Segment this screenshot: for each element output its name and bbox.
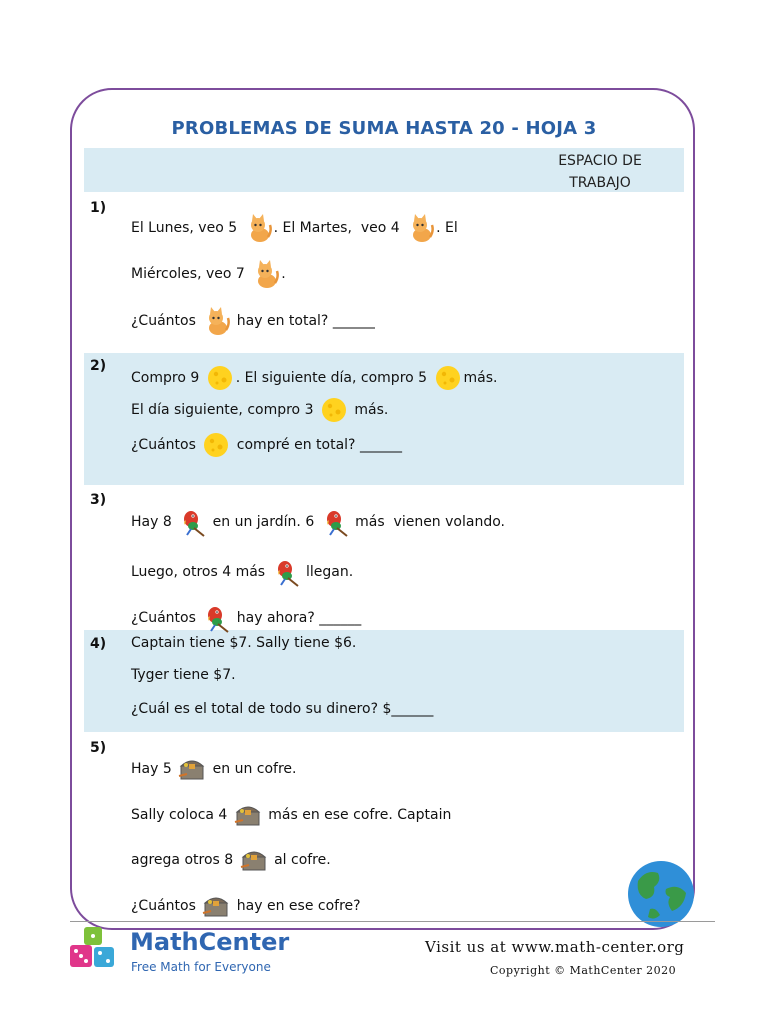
cat-icon [201, 306, 231, 336]
problem-4-number: 4) [90, 636, 107, 652]
problem-3-number: 3) [90, 492, 107, 508]
problem-4-question: ¿Cuál es el total de todo su dinero? $ ______ [131, 701, 434, 717]
treasure-chest-icon [239, 845, 269, 875]
parrot-icon [271, 557, 301, 587]
dice-logo-icon [66, 925, 122, 975]
page-title: PROBLEMAS DE SUMA HASTA 20 - HOJA 3 [171, 118, 597, 139]
treasure-chest-icon [233, 800, 263, 830]
treasure-chest-icon [201, 891, 231, 921]
copyright: Copyright © MathCenter 2020 [490, 964, 677, 977]
problem-5-line-3: agrega otros 8 al cofre. [131, 845, 331, 875]
problem-3-line-1: Hay 8 en un jardín. 6 más vienen volando. [131, 507, 505, 537]
workspace-label: ESPACIO DE TRABAJO [558, 153, 642, 191]
problem-5-question: ¿Cuántos hay en ese cofre? [131, 891, 361, 921]
problem-2-line-2: El día siguiente, compro 3 más. [131, 395, 388, 425]
problem-5-line-2: Sally coloca 4 más en ese cofre. Captain [131, 800, 451, 830]
footer-divider [70, 921, 715, 922]
problem-1-number: 1) [90, 200, 107, 216]
cheese-icon [201, 430, 231, 460]
answer-blank[interactable]: ______ [391, 701, 434, 717]
parrot-icon [320, 507, 350, 537]
problem-4-line-2: Tyger tiene $7. [131, 667, 236, 683]
problem-3-question: ¿Cuántos hay ahora? ______ [131, 603, 361, 633]
problem-2-line-1: Compro 9 . El siguiente día, compro 5 más. [131, 363, 497, 393]
problem-3-line-2: Luego, otros 4 más llegan. [131, 557, 353, 587]
problem-1-line-2: Miércoles, veo 7 . [131, 259, 286, 289]
visit-link-text: Visit us at www.math-center.org [425, 938, 685, 956]
cat-icon [250, 259, 280, 289]
problem-1-question: ¿Cuántos hay en total? ______ [131, 306, 375, 336]
problem-5-number: 5) [90, 740, 107, 756]
parrot-icon [177, 507, 207, 537]
cheese-icon [433, 363, 463, 393]
answer-blank[interactable]: ______ [332, 313, 375, 329]
brand-tagline: Free Math for Everyone [131, 960, 271, 974]
treasure-chest-icon [177, 754, 207, 784]
brand-name: MathCenter [130, 928, 290, 956]
cat-icon [243, 213, 273, 243]
problem-1-line-1: El Lunes, veo 5 . El Martes, veo 4 . El [131, 213, 458, 243]
problem-4-line-1: Captain tiene $7. Sally tiene $6. [131, 635, 357, 651]
problem-2-question: ¿Cuántos compré en total? ______ [131, 430, 402, 460]
cat-icon [405, 213, 435, 243]
answer-blank[interactable]: ______ [319, 610, 362, 626]
cheese-icon [319, 395, 349, 425]
answer-blank[interactable]: ______ [359, 437, 402, 453]
problem-2-number: 2) [90, 358, 107, 374]
globe-icon [626, 859, 696, 929]
problem-5-line-1: Hay 5 en un cofre. [131, 754, 297, 784]
cheese-icon [205, 363, 235, 393]
